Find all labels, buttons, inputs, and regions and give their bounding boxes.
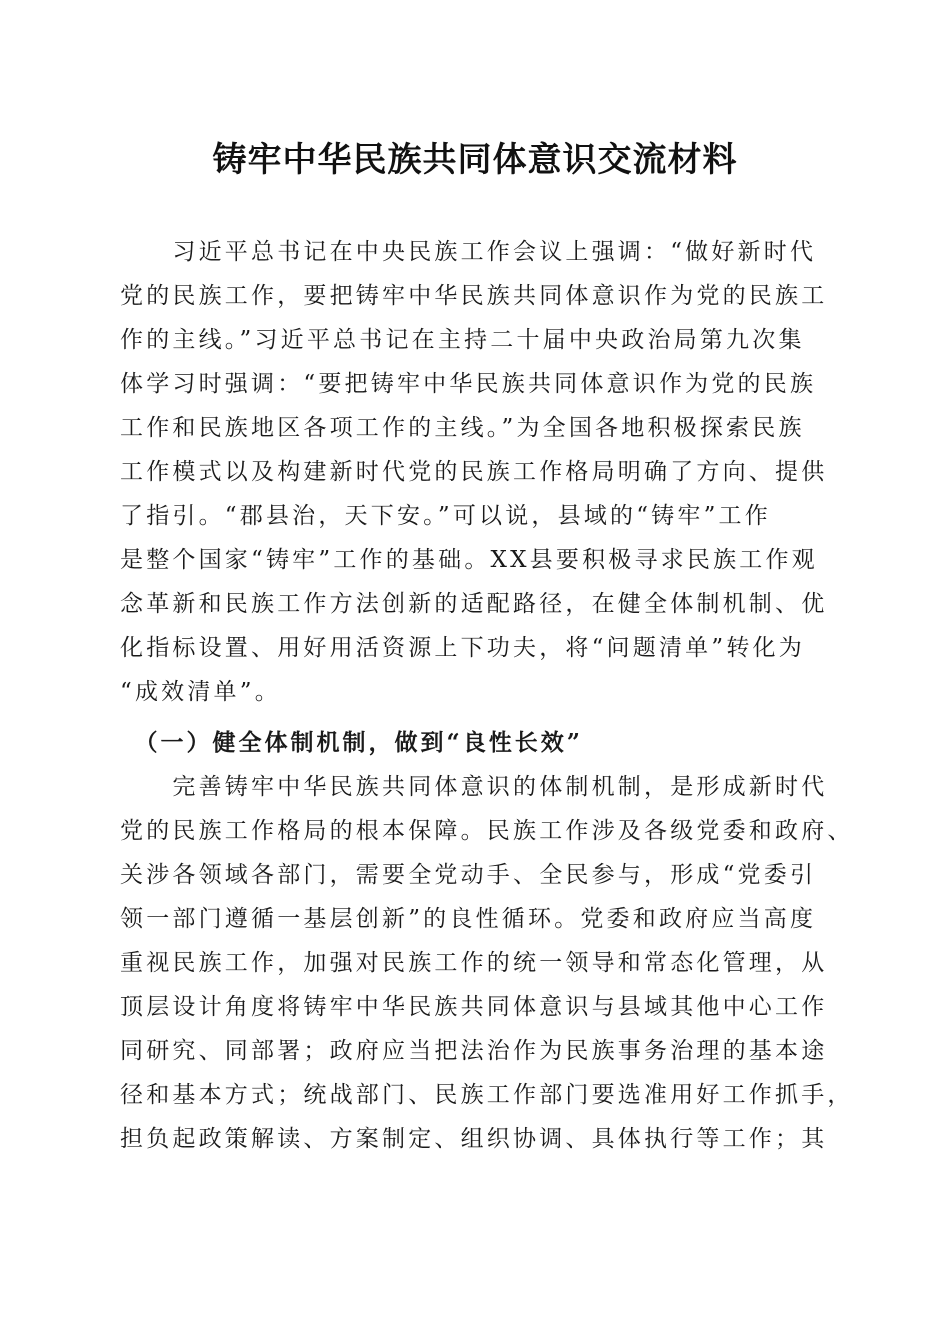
paragraph-1-line: 是整个国家“铸牢”工作的基础。XX县要积极寻求民族工作观 (120, 547, 818, 573)
paragraph-1-line: 化指标设置、用好用活资源上下功夫，将“问题清单”转化为 (120, 635, 805, 661)
paragraph-1-line: “成效清单”。 (120, 679, 281, 705)
paragraph-1-line: 工作模式以及构建新时代党的民族工作格局明确了方向、提供 (120, 459, 828, 485)
paragraph-1-line: 作的主线。”习近平总书记在主持二十届中央政治局第九次集 (120, 327, 805, 353)
paragraph-2-line: 完善铸牢中华民族共同体意识的体制机制，是形成新时代 (120, 774, 828, 800)
document-title: 铸牢中华民族共同体意识交流材料 (212, 140, 738, 180)
paragraph-1-line: 了指引。“郡县治，天下安。”可以说，县域的“铸牢”工作 (120, 503, 771, 529)
paragraph-2-line: 领一部门遵循一基层创新”的良性循环。党委和政府应当高度 (120, 906, 817, 932)
paragraph-2-line: 径和基本方式；统战部门、民族工作部门要选准用好工作抓手， (120, 1082, 854, 1108)
paragraph-2-line: 担负起政策解读、方案制定、组织协调、具体执行等工作；其 (120, 1126, 828, 1152)
paragraph-1-line: 党的民族工作，要把铸牢中华民族共同体意识作为党的民族工 (120, 283, 828, 309)
paragraph-2-line: 关涉各领域各部门，需要全党动手、全民参与，形成“党委引 (120, 862, 817, 888)
paragraph-1-line: 工作和民族地区各项工作的主线。”为全国各地积极探索民族 (120, 415, 805, 441)
paragraph-1-line: 念革新和民族工作方法创新的适配路径，在健全体制机制、优 (120, 591, 828, 617)
paragraph-1-line: 体学习时强调：“要把铸牢中华民族共同体意识作为党的民族 (120, 371, 817, 397)
section-heading: （一）健全体制机制，做到“良性长效” (120, 729, 583, 756)
paragraph-2-line: 同研究、同部署；政府应当把法治作为民族事务治理的基本途 (120, 1038, 828, 1064)
paragraph-2-line: 顶层设计角度将铸牢中华民族共同体意识与县域其他中心工作 (120, 994, 828, 1020)
paragraph-2-line: 重视民族工作，加强对民族工作的统一领导和常态化管理，从 (120, 950, 828, 976)
paragraph-1-line: 习近平总书记在中央民族工作会议上强调：“做好新时代 (120, 239, 817, 265)
paragraph-2-line: 党的民族工作格局的根本保障。民族工作涉及各级党委和政府、 (120, 818, 854, 844)
